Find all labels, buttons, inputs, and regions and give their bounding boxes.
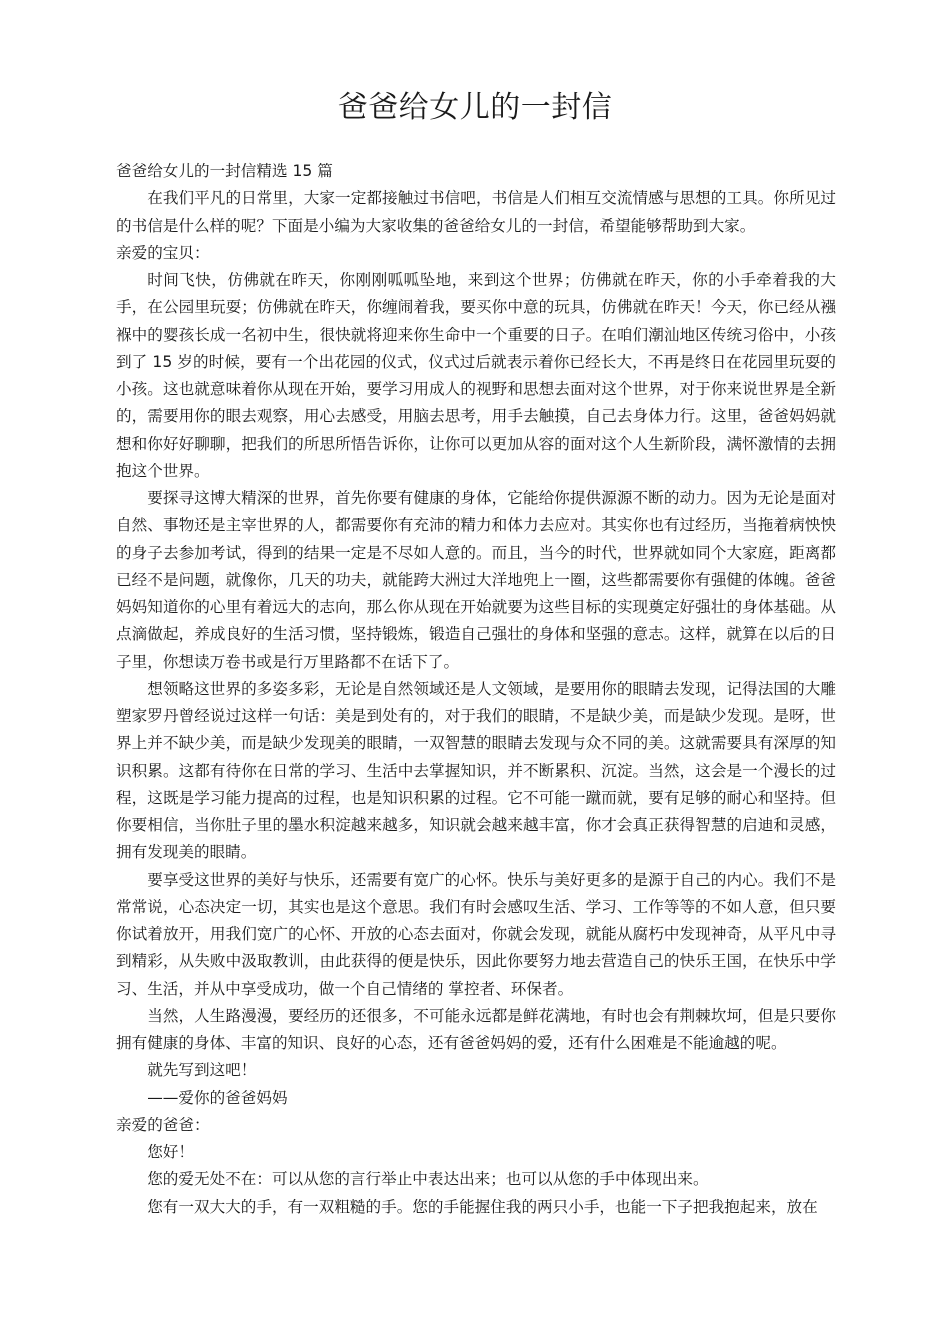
document-title: 爸爸给女儿的一封信 — [337, 90, 613, 125]
paragraph: 要享受这世界的美好与快乐，还需要有宽广的心怀。快乐与美好更多的是源于自己的内心。我们不是常常说，心态决定一切，其实也是这个意思。我们有时会感叹生活、学习、工作等等的不如人意，但只要你试着放开，用我们宽广的心怀、开放的心态去面对，你就会发现，就能从腐朽中发现神奇，从平凡中寻到精彩，从失败中汲取教训，由此获得的便是快乐，因此你要努力地去营造自己的快乐王国，在快乐中学习、生活，并从中享受成功，做一个自己情绪的 掌控者、环保者。 — [116, 870, 836, 998]
paragraph: 就先写到这吧！ — [147, 1061, 257, 1080]
paragraph: 您的爱无处不在：可以从您的言行举止中表达出来；也可以从您的手中体现出来。 — [147, 1170, 709, 1189]
paragraph: 您好！ — [147, 1143, 194, 1161]
paragraph: ——爱你的爸爸妈妈 — [147, 1088, 288, 1107]
document-body — [116, 158, 836, 1221]
paragraph: 要探寻这博大精深的世界，首先你要有健康的身体，它能给你提供源源不断的动力。因为无论是面对自然、事物还是主宰世界的人，都需要你有充沛的精力和体力去应对。其实你也有过经历，当拖着病怏怏的身子去参加考试，得到的结果一定是不尽如人意的。而且，当今的时代，世界就如同个大家庭，距离都已经不是问题，就像你，几天的功夫，就能跨大洲过大洋地兜上一圈，这些都需要你有强健的体魄。爸爸妈妈知道你的心里有着远大的志向，那么你从现在开始就要为这些目标的实现奠定好强壮的身体基础。从点滴做起，养成良好的生活习惯，坚持锻炼，锻造自己强壮的身体和坚强的意志。这样，就算在以后的日子里，你想读万卷书或是行万里路都不在话下了。 — [116, 489, 836, 671]
paragraph: 亲爱的宝贝： — [116, 243, 210, 262]
paragraph: 时间飞快，仿佛就在昨天，你刚刚呱呱坠地，来到这个世界；仿佛就在昨天，你的小手牵着我的大手，在公园里玩耍；仿佛就在昨天，你缠闹着我，要买你中意的玩具，仿佛就在昨天！今天，你已经从襁褓中的婴孩长成一名初中生，很快就将迎来你生命中一个重要的日子。在咱们潮汕地区传统习俗中，小孩到了 15 岁的时候，要有一个出花园的仪式，仪式过后就表示着你已经长大，不再是终日在花园里玩耍的小孩。这也就意味着你从现在开始，要学习用成人的视野和思想去面对这个世界，对于你来说世界是全新的，需要用你的眼去观察，用心去感受，用脑去思考，用手去触摸，自己去身体力行。这里，爸爸妈妈就想和你好好聊聊，把我们的所思所悟告诉你，让你可以更加从容的面对这个人生新阶段，满怀激情的去拥抱这个世界。 — [116, 271, 836, 480]
paragraph: 当然，人生路漫漫，要经历的还很多，不可能永远都是鲜花满地，有时也会有荆棘坎坷，但是只要你拥有健康的身体、丰富的知识、良好的心态，还有爸爸妈妈的爱，还有什么困难是不能逾越的呢。 — [116, 1006, 836, 1052]
paragraph: 想领略这世界的多姿多彩，无论是自然领域还是人文领域，是要用你的眼睛去发现，记得法国的大雕塑家罗丹曾经说过这样一句话：美是到处有的，对于我们的眼睛，不是缺少美，而是缺少发现。是呀，世界上并不缺少美，而是缺少发现美的眼睛，一双智慧的眼睛去发现与众不同的美。这就需要具有深厚的知识积累。这都有待你在日常的学习、生活中去掌握知识，并不断累积、沉淀。当然，这会是一个漫长的过程，这既是学习能力提高的过程，也是知识积累的过程。它不可能一蹴而就，要有足够的耐心和坚持。但你要相信，当你肚子里的墨水积淀越来越多，知识就会越来越丰富，你才会真正获得智慧的启迪和灵感，拥有发现美的眼睛。 — [116, 679, 836, 862]
paragraph: 爸爸给女儿的一封信精选 15 篇 — [116, 162, 333, 180]
paragraph: 亲爱的爸爸： — [116, 1115, 210, 1134]
paragraph: 在我们平凡的日常里，大家一定都接触过书信吧，书信是人们相互交流情感与思想的工具。你所见过的书信是什么样的呢？下面是小编为大家收集的爸爸给女儿的一封信，希望能够帮助到大家。 — [116, 189, 836, 235]
paragraph: 您有一双大大的手，有一双粗糙的手。您的手能握住我的两只小手，也能一下子把我抱起来，放在 — [147, 1197, 818, 1216]
